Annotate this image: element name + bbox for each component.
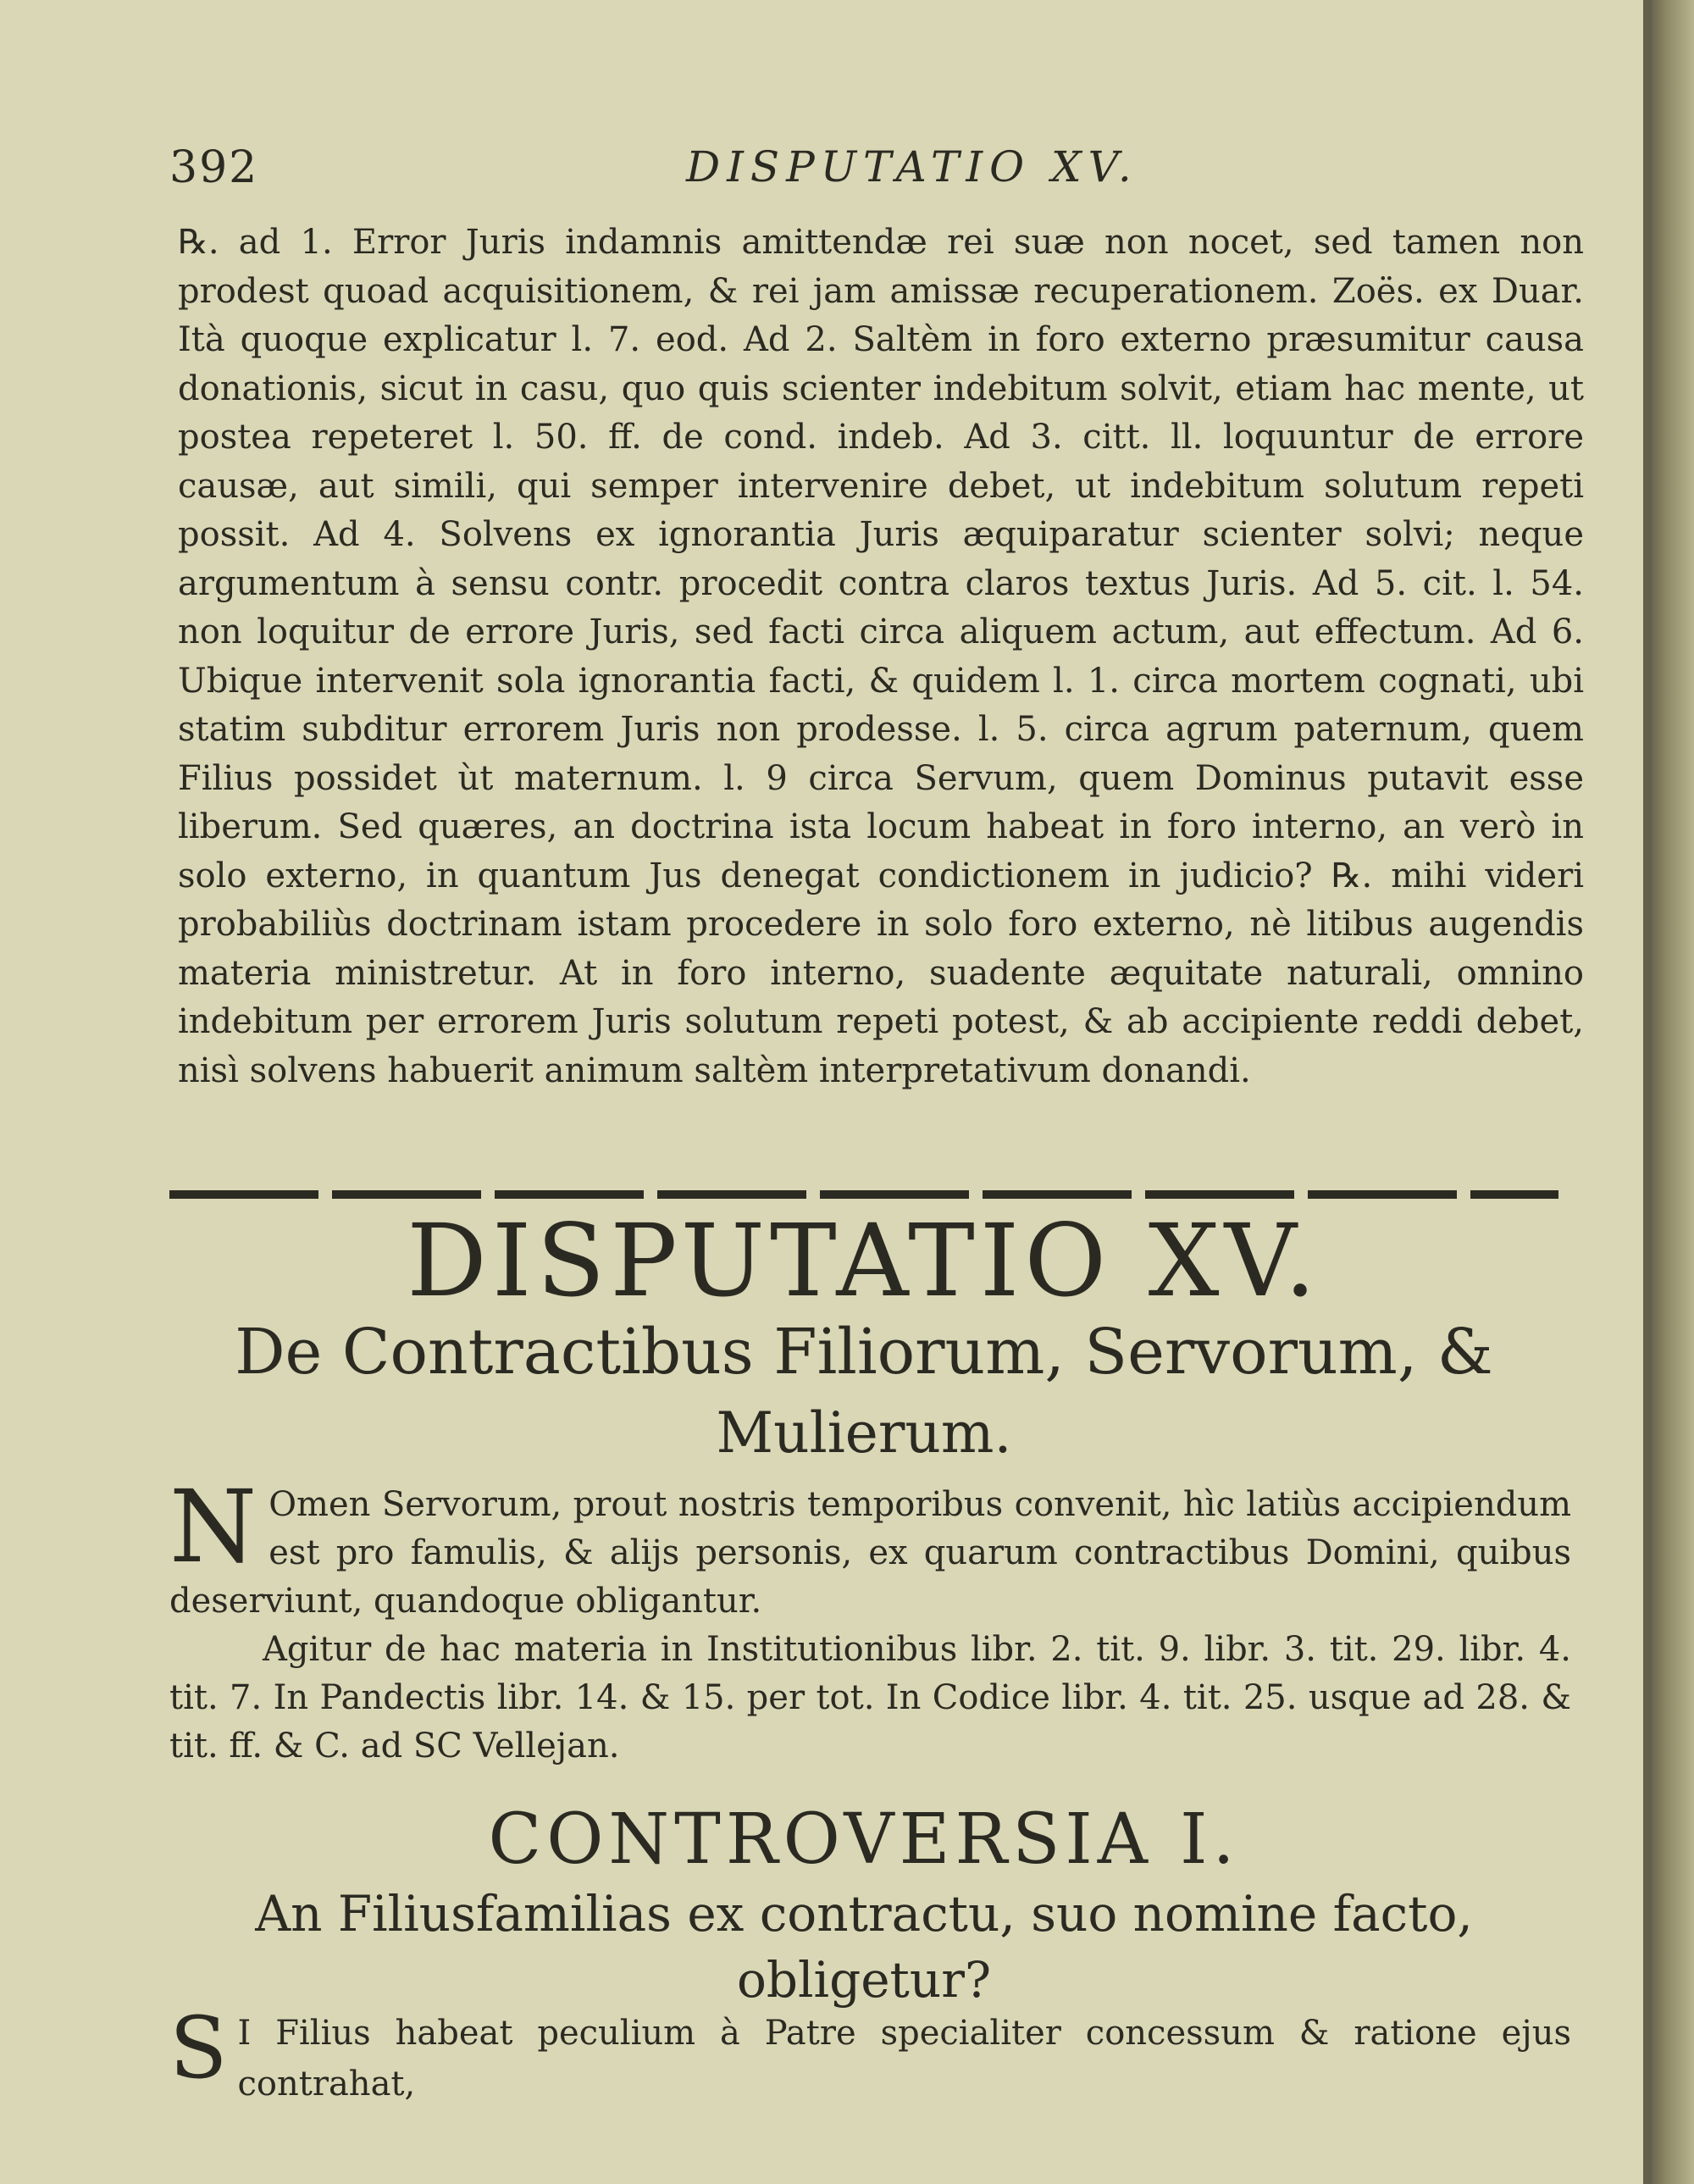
answer-paragraph: I Filius habeat peculium à Patre specialiter concessum & ratione ejus contrahat, <box>237 2014 1571 2104</box>
disputatio-subtitle: De Contractibus Filiorum, Servorum, & <box>235 1316 1493 1389</box>
running-head <box>169 142 1592 202</box>
controversia-question: An Filiusfamilias ex contractu, suo nomine facto, obligetur? <box>255 1885 1473 2009</box>
controversia-title: CONTROVERSIA I. <box>488 1799 1240 1880</box>
intro-references: Agitur de hac materia in Institutionibus libr. 2. tit. 9. libr. 3. tit. 29. libr. 4. tit. 7. In Pandectis libr. 14. & 15. per tot. In Codice libr. 4. tit. 25. usque ad 28. & tit. ff. & C. ad SC Vellejan. <box>169 1630 1571 1765</box>
body-paragraph-text: ℞. ad 1. Error Juris indamnis amittendæ rei suæ non nocet, sed tamen non prodest quoad acquisitionem, & rei jam amissæ recuperationem. Zoës. ex Duar. Ità quoque explicatur l. 7. eod. Ad 2. Saltèm in foro externo præsumitur causa donationis, sicut in casu, quo quis scienter indebitum solvit, etiam hac mente, ut postea repeteret l. 50. ff. de cond. indeb. Ad 3. citt. ll. loquuntur de errore causæ, aut simili, qui semper intervenire debet, ut indebitum solutum repeti possit. Ad 4. Solvens ex ignorantia Juris æquiparatur scienter solvi; neque argumentum à sensu contr. procedit contra claros textus Juris. Ad 5. cit. l. 54. non loquitur de errore Juris, sed facti circa aliquem actum, aut effectum. Ad 6. Ubique intervenit sola ignorantia facti, & quidem l. 1. circa mortem cognati, ubi statim subditur errorem Juris non prodesse. l. 5. circa agrum paternum, quem Filius possidet ùt maternum. l. 9 circa Servum, quem Dominus putavit esse liberum. Sed quæres, an doctrina ista locum habeat in foro interno, an verò in solo externo, in quantum Jus denegat condictionem in judicio? ℞. mihi videri probabiliùs doctrinam istam procedere in solo foro externo, nè litibus augendis materia ministretur. At in foro interno, suadente æquitate naturali, omnino indebitum per errorem Juris solutum repeti potest, & ab accipiente reddi debet, nisì solvens habuerit animum saltèm interpretativum donandi. <box>178 223 1584 1090</box>
section-divider-rule <box>169 1190 1558 1199</box>
book-spine <box>1652 0 1694 2184</box>
answer-section <box>169 1998 1571 2109</box>
page-number: 392 <box>169 142 259 193</box>
intro-section <box>169 1468 1571 1771</box>
disputatio-title: DISPUTATIO XV. <box>407 1202 1321 1319</box>
body-paragraph <box>178 219 1584 1095</box>
disputatio-subtitle-cont: Mulierum. <box>716 1400 1012 1466</box>
running-title: DISPUTATIO XV. <box>686 142 1138 191</box>
dropcap-s: S <box>169 1998 228 2098</box>
intro-paragraph: Omen Servorum, prout nostris temporibus convenit, hìc latiùs accipiendum est pro famulis, & alijs personis, ex quarum contractibus Domini, quibus deserviunt, quandoque obligantur. <box>169 1485 1571 1621</box>
dropcap-n: N <box>169 1468 257 1585</box>
